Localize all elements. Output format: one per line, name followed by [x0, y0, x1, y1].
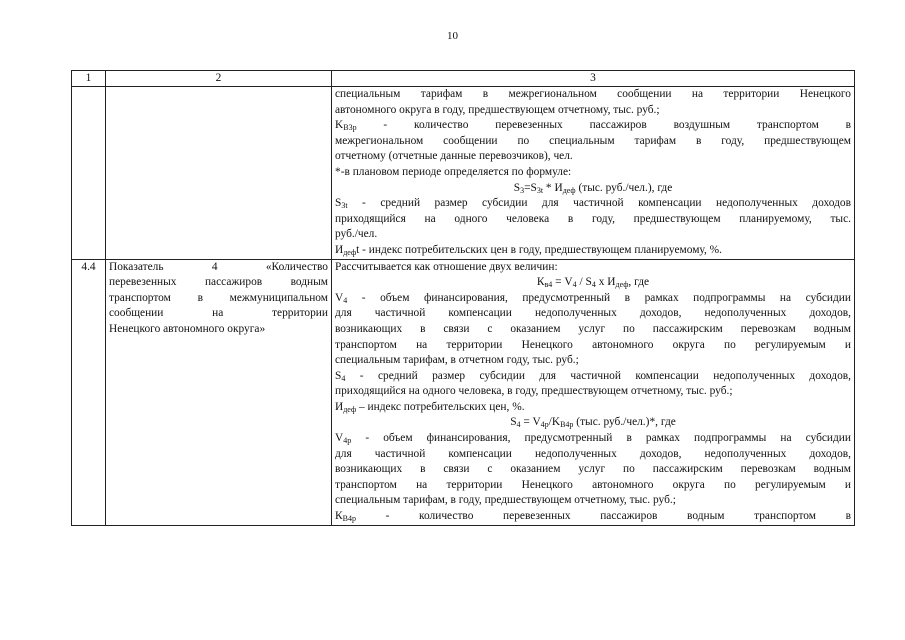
row-description-cell — [332, 87, 855, 260]
title-line: транспортом в межмуниципальном — [109, 291, 328, 304]
description-line: $S_4$ - средний размер субсидии для частичной компенсации недополученных доходов, — [335, 369, 851, 383]
row-title-cell — [106, 259, 332, 525]
description-line: приходящийся на одного человека, в году, предшествующем отчетному, тыс. руб.; — [335, 385, 733, 398]
row-number-cell — [72, 87, 106, 260]
description-line: транспортом на территории Ненецкого автономного округа по регулируемым и — [335, 478, 851, 491]
header-col-2: 2 — [106, 71, 332, 87]
description-line: Рассчитывается как отношение двух величин: — [335, 260, 558, 273]
title-line: Ненецкого автономного округа» — [109, 322, 266, 335]
description-line: специальным тарифам, в году, предшествующем отчетному, тыс. руб.; — [335, 494, 676, 507]
description-line: возникающих в связи с оказанием услуг по пассажирским перевозкам водным — [335, 322, 851, 335]
title-line: сообщении на территории — [109, 307, 328, 320]
description-line: транспортом на территории Ненецкого автономного округа по регулируемым и — [335, 338, 851, 351]
description-line: автономного округа в году, предшествующем отчетному, тыс. руб.; — [335, 103, 660, 116]
description-line: специальным тарифам, в отчетном году, тыс. руб.; — [335, 354, 579, 367]
description-line: *-в плановом периоде определяется по формуле: — [335, 165, 572, 178]
description-line: $S_{3t}$ - средний размер субсидии для частичной компенсации недополученных доходов — [335, 197, 851, 211]
description-line: $К_{B4р}$ - количество перевезенных пассажиров водным транспортом в — [335, 510, 851, 524]
description-line: для частичной компенсации недополученных доходов, недополученных доходов, — [335, 447, 851, 460]
description-line: $K_{B3р}$ - количество перевезенных пассажиров воздушным транспортом в — [335, 119, 851, 133]
description-line: руб./чел. — [335, 228, 378, 241]
description-line: специальным тарифам в межрегиональном сообщении на территории Ненецкого — [335, 88, 851, 100]
description-line: $V_4$ - объем финансирования, предусмотренный в рамках подпрограммы на субсидии — [335, 291, 851, 305]
table-header-row — [72, 71, 855, 87]
description-line: $И_{деф}t$ - индекс потребительских цен в году, предшествующем планируемому, %. — [335, 243, 723, 257]
title-line: перевезенных пассажиров водным — [109, 276, 328, 289]
description-line: отчетному (отчетные данные перевозчиков), чел. — [335, 150, 573, 163]
description-line: $S_4 = V_{4р}/K_{B4р}$ (тыс. руб./чел.)*, где — [510, 416, 676, 430]
row-number-cell: 4.4 — [72, 259, 106, 525]
header-col-3: 3 — [332, 71, 855, 87]
document-table — [71, 70, 855, 526]
description-line: $S_3=S_{3t} * И_{деф}$ (тыс. руб./чел.), где — [513, 181, 673, 195]
description-line: межрегиональном сообщении по специальным тарифам в году, предшествующем — [335, 134, 851, 147]
description-line: возникающих в связи с оказанием услуг по пассажирским перевозкам водным — [335, 463, 851, 476]
description-line: для частичной компенсации недополученных доходов, недополученных доходов, — [335, 307, 851, 320]
title-line: Показатель 4 «Количество — [109, 260, 328, 273]
table-row-continuation — [72, 87, 855, 260]
row-description-cell — [332, 259, 855, 525]
row-title-cell — [106, 87, 332, 260]
table-row-4-4 — [72, 259, 855, 525]
description-line: $V_{4р}$ - объем финансирования, предусмотренный в рамках подпрограммы на субсидии — [335, 432, 851, 446]
description-line: приходящийся на одного человека в году, предшествующем планируемому, тыс. — [335, 212, 851, 225]
description-line: $К_{в4} = V_4 / S_4$ х $И_{деф}$, где — [536, 276, 650, 290]
header-col-1: 1 — [72, 71, 106, 87]
description-line: $И_{деф}$ – индекс потребительских цен, %. — [335, 400, 525, 414]
page-number: 10 — [447, 30, 458, 42]
